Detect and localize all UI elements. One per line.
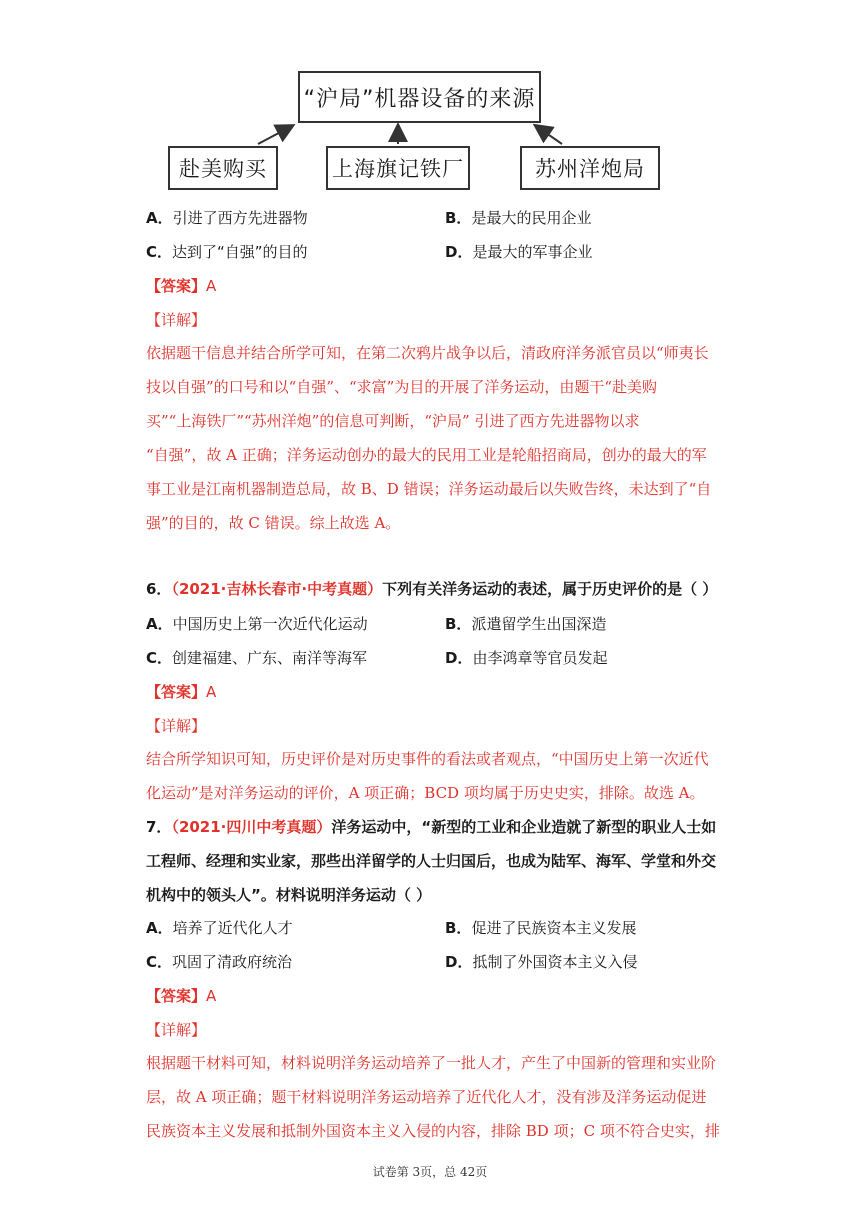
q7-option-a[interactable]: A．培养了近代化人才 <box>146 919 293 937</box>
arrow-right <box>536 126 562 144</box>
diagram-left-label: 赴美购买 <box>179 157 267 181</box>
arrow-left <box>258 126 292 144</box>
answer-value: A <box>206 987 217 1005</box>
q5-option-a[interactable]: A．引进了西方先进器物 <box>146 209 308 227</box>
diagram-arrows <box>0 0 860 200</box>
answer-value: A <box>206 277 217 295</box>
q6-detail-label: 【详解】 <box>146 717 207 735</box>
q7-stem <box>146 810 716 912</box>
q5-explanation <box>146 336 711 540</box>
q6-option-a[interactable]: A．中国历史上第一次近代化运动 <box>146 615 368 633</box>
question-number: 7． <box>146 818 172 836</box>
q5-detail-label: 【详解】 <box>146 311 207 329</box>
q5-answer <box>146 275 216 296</box>
explanation-line: “自强”，故 A 正确；洋务运动创办的最大的民用工业是轮船招商局，创办的最大的军 <box>146 446 707 464</box>
explanation-line: 层，故 A 项正确；题干材料说明洋务运动培养了近代化人才，没有涉及洋务运动促进 <box>146 1088 707 1106</box>
explanation-line: 技以自强”的口号和以“自强”、“求富”为目的开展了洋务运动，由题干“赴美购 <box>146 378 658 396</box>
explanation-line: 依据题干信息并结合所学可知，在第二次鸦片战争以后，清政府洋务派官员以“师夷长 <box>146 344 709 362</box>
question-text: 洋务运动中，“新型的工业和企业造就了新型的职业人士如 <box>331 818 717 836</box>
q6-explanation <box>146 742 709 810</box>
explanation-line: 结合所学知识可知，历史评价是对历史事件的看法或者观点，“中国历史上第一次近代 <box>146 750 709 768</box>
q7-answer <box>146 985 216 1006</box>
q5-option-b[interactable]: B．是最大的民用企业 <box>445 209 592 227</box>
question-text: 下列有关洋务运动的表述，属于历史评价的是（ ） <box>382 580 718 598</box>
answer-label: 【答案】 <box>146 683 207 701</box>
q6-option-c[interactable]: C．创建福建、广东、南洋等海军 <box>146 649 368 667</box>
explanation-line: 强”的目的，故 C 错误。综上故选 A。 <box>146 514 401 532</box>
q7-detail-label: 【详解】 <box>146 1021 207 1039</box>
q7-option-b[interactable]: B．促进了民族资本主义发展 <box>445 919 637 937</box>
question-source: （2021·四川中考真题） <box>171 818 332 836</box>
explanation-line: 民族资本主义发展和抵制外国资本主义入侵的内容，排除 BD 项；C 项不符合史实，排 <box>146 1122 720 1140</box>
q5-option-d[interactable]: D．是最大的军事企业 <box>445 243 593 261</box>
page-footer: 试卷第 3页，总 42页 <box>372 1165 488 1179</box>
question-text: 机构中的领头人”。材料说明洋务运动（ ） <box>146 886 432 904</box>
question-text: 工程师、经理和实业家，那些出洋留学的人士归国后，也成为陆军、海军、学堂和外交 <box>146 852 717 870</box>
q7-explanation <box>146 1046 720 1148</box>
q7-option-d[interactable]: D．抵制了外国资本主义入侵 <box>445 953 638 971</box>
explanation-line: 根据题干材料可知，材料说明洋务运动培养了一批人才，产生了中国新的管理和实业阶 <box>146 1054 717 1072</box>
diagram-right-label: 苏州洋炮局 <box>535 157 645 181</box>
diagram-middle-label: 上海旗记铁厂 <box>332 157 464 181</box>
q7-option-c[interactable]: C．巩固了清政府统治 <box>146 953 293 971</box>
q6-stem <box>146 572 717 606</box>
explanation-line: 事工业是江南机器制造总局，故 B、D 错误；洋务运动最后以失败告终，未达到了“自 <box>146 480 712 498</box>
question-number: 6． <box>146 580 172 598</box>
q6-option-b[interactable]: B．派遣留学生出国深造 <box>445 615 607 633</box>
explanation-line: 买”“上海铁厂”“苏州洋炮”的信息可判断，“沪局” 引进了西方先进器物以求 <box>146 412 640 430</box>
question-source: （2021·吉林长春市·中考真题） <box>171 580 383 598</box>
q5-option-c[interactable]: C．达到了“自强”的目的 <box>146 243 308 261</box>
answer-value: A <box>206 683 217 701</box>
q6-answer <box>146 681 216 702</box>
answer-label: 【答案】 <box>146 277 207 295</box>
diagram-top-label: “沪局”机器设备的来源 <box>303 86 536 112</box>
explanation-line: 化运动”是对洋务运动的评价，A 项正确；BCD 项均属于历史史实，排除。故选 A。 <box>146 784 705 802</box>
q6-option-d[interactable]: D．由李鸿章等官员发起 <box>445 649 608 667</box>
answer-label: 【答案】 <box>146 987 207 1005</box>
